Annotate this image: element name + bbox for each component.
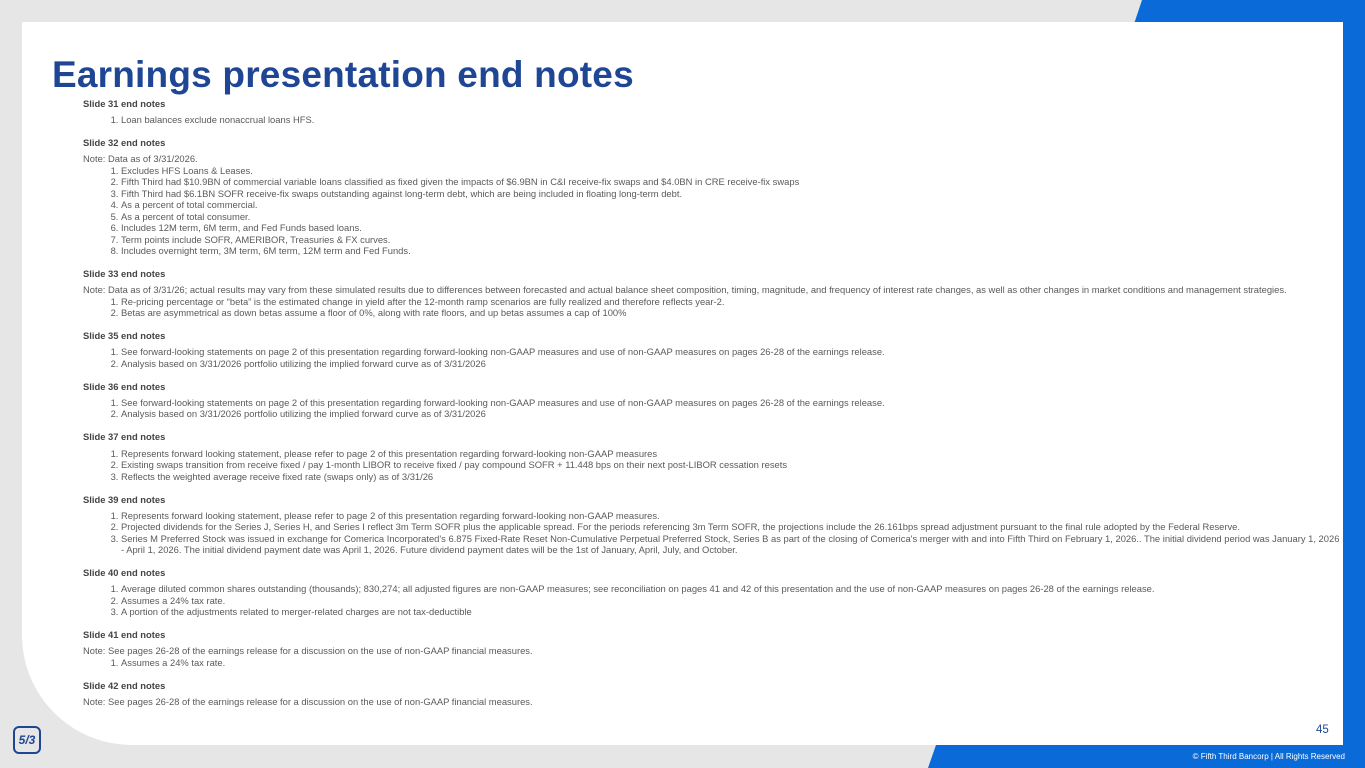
end-notes-section bbox=[83, 567, 1341, 618]
note-list bbox=[83, 583, 1341, 618]
note-item: 2. Analysis based on 3/31/2026 portfolio utilizing the implied forward curve as of 3/31/2026 bbox=[121, 358, 1341, 370]
note-list bbox=[83, 510, 1341, 556]
note-item: 1. See forward-looking statements on page 2 of this presentation regarding forward-looking non-GAAP measures and use of non-GAAP measures on pages 26-28 of the earnings release. bbox=[121, 346, 1341, 358]
note-list bbox=[83, 296, 1341, 319]
note-item: 6. Includes 12M term, 6M term, and Fed Funds based loans. bbox=[121, 222, 1341, 234]
end-notes-section bbox=[83, 268, 1341, 319]
note-item: 7. Term points include SOFR, AMERIBOR, Treasuries & FX curves. bbox=[121, 234, 1341, 246]
note-item: 2. Existing swaps transition from receive fixed / pay 1-month LIBOR to receive fixed / pay compound SOFR + 11.448 bps on their next post-LIBOR cessation resets bbox=[121, 459, 1341, 471]
note-item: 2. Analysis based on 3/31/2026 portfolio utilizing the implied forward curve as of 3/31/2026 bbox=[121, 408, 1341, 420]
note-item: 2. Projected dividends for the Series J, Series H, and Series I reflect 3m Term SOFR plus the applicable spread. For the periods referencing 3m Term SOFR, the projections include the 26.161bps spread adjustment pursuant to the final rule adopted by the Federal Reserve. bbox=[121, 521, 1341, 533]
section-note: Note: Data as of 3/31/26; actual results may vary from these simulated results due to differences between forecasted and actual balance sheet composition, timing, magnitude, and frequency of interest rate changes, as well as other changes in market conditions and management strategies. bbox=[83, 284, 1287, 296]
copyright-footer: © Fifth Third Bancorp | All Rights Reserved bbox=[1192, 752, 1345, 761]
note-item: 3. Series M Preferred Stock was issued in exchange for Comerica Incorporated's 6.875 Fixed-Rate Reset Non-Cumulative Perpetual Preferred Stock, Series B as part of the closing of Comerica's merger with and into Fifth Third on February 1, 2026.. The initial dividend period was January 1, 2026 - April 1, 2026. The initial dividend payment date was April 1, 2026. Future dividend payment dates will be the 1st of January, April, July, and October. bbox=[121, 533, 1341, 556]
end-notes-section bbox=[83, 680, 1341, 708]
end-notes-section bbox=[83, 629, 1341, 668]
section-note: Note: Data as of 3/31/2026. bbox=[83, 153, 198, 165]
note-item: 2. Betas are asymmetrical as down betas assume a floor of 0%, along with rate floors, and up betas assumes a cap of 100% bbox=[121, 307, 1341, 319]
note-item: 1. See forward-looking statements on page 2 of this presentation regarding forward-looking non-GAAP measures and use of non-GAAP measures on pages 26-28 of the earnings release. bbox=[121, 397, 1341, 409]
note-list bbox=[83, 448, 1341, 483]
fifth-third-logo-icon: 5/3 bbox=[13, 726, 41, 754]
note-item: 2. Assumes a 24% tax rate. bbox=[121, 595, 1341, 607]
note-item: 1. Represents forward looking statement, please refer to page 2 of this presentation regarding forward-looking non-GAAP measures bbox=[121, 448, 1341, 460]
section-title: Slide 40 end notes bbox=[83, 567, 166, 579]
decor-right-bar bbox=[1343, 0, 1365, 768]
note-list bbox=[83, 165, 1341, 257]
note-item: 1. Loan balances exclude nonaccrual loans HFS. bbox=[121, 114, 1341, 126]
note-item: 2. Fifth Third had $10.9BN of commercial variable loans classified as fixed given the impacts of $6.9BN in C&I receive-fix swaps and $4.0BN in CRE receive-fix swaps bbox=[121, 176, 1341, 188]
note-list bbox=[83, 346, 1341, 369]
end-notes-section bbox=[83, 98, 1341, 126]
section-note: Note: See pages 26-28 of the earnings release for a discussion on the use of non-GAAP financial measures. bbox=[83, 695, 533, 707]
end-notes-section bbox=[83, 330, 1341, 369]
section-title: Slide 37 end notes bbox=[83, 431, 166, 443]
section-title: Slide 32 end notes bbox=[83, 137, 166, 149]
note-item: 1. Excludes HFS Loans & Leases. bbox=[121, 165, 1341, 177]
note-item: 1. Re-pricing percentage or “beta” is the estimated change in yield after the 12-month ramp scenarios are fully realized and therefore reflects year-2. bbox=[121, 296, 1341, 308]
end-notes-section bbox=[83, 137, 1341, 257]
end-notes-section bbox=[83, 381, 1341, 420]
note-item: 1. Assumes a 24% tax rate. bbox=[121, 657, 1341, 669]
page-number: 45 bbox=[1316, 724, 1329, 736]
note-item: 4. As a percent of total commercial. bbox=[121, 199, 1341, 211]
note-list bbox=[83, 397, 1341, 420]
note-item: 5. As a percent of total consumer. bbox=[121, 211, 1341, 223]
section-title: Slide 36 end notes bbox=[83, 380, 166, 392]
note-item: 1. Represents forward looking statement, please refer to page 2 of this presentation regarding forward-looking non-GAAP measures. bbox=[121, 510, 1341, 522]
note-item: 3. Fifth Third had $6.1BN SOFR receive-fix swaps outstanding against long-term debt, which are being included in floating long-term debt. bbox=[121, 188, 1341, 200]
section-note: Note: See pages 26-28 of the earnings release for a discussion on the use of non-GAAP financial measures. bbox=[83, 645, 533, 657]
section-title: Slide 41 end notes bbox=[83, 629, 166, 641]
note-list bbox=[83, 114, 1341, 126]
decor-top-bar bbox=[1134, 0, 1365, 24]
section-title: Slide 31 end notes bbox=[83, 98, 166, 109]
note-item: 3. A portion of the adjustments related to merger-related charges are not tax-deductible bbox=[121, 606, 1341, 618]
section-title: Slide 42 end notes bbox=[83, 679, 166, 691]
section-title: Slide 39 end notes bbox=[83, 493, 166, 505]
note-list bbox=[83, 657, 1341, 669]
section-title: Slide 33 end notes bbox=[83, 268, 166, 280]
note-item: 1. Average diluted common shares outstanding (thousands); 830,274; all adjusted figures are non-GAAP measures; see reconciliation on pages 41 and 42 of this presentation and the use of non-GAAP measures on pages 26-28 of the earnings release. bbox=[121, 583, 1341, 595]
end-notes-section bbox=[83, 494, 1341, 556]
page-title: Earnings presentation end notes bbox=[52, 54, 634, 95]
end-notes-section bbox=[83, 431, 1341, 482]
end-notes-content bbox=[83, 98, 1341, 719]
section-title: Slide 35 end notes bbox=[83, 330, 166, 342]
note-item: 3. Reflects the weighted average receive fixed rate (swaps only) as of 3/31/26 bbox=[121, 471, 1341, 483]
note-item: 8. Includes overnight term, 3M term, 6M term, 12M term and Fed Funds. bbox=[121, 245, 1341, 257]
